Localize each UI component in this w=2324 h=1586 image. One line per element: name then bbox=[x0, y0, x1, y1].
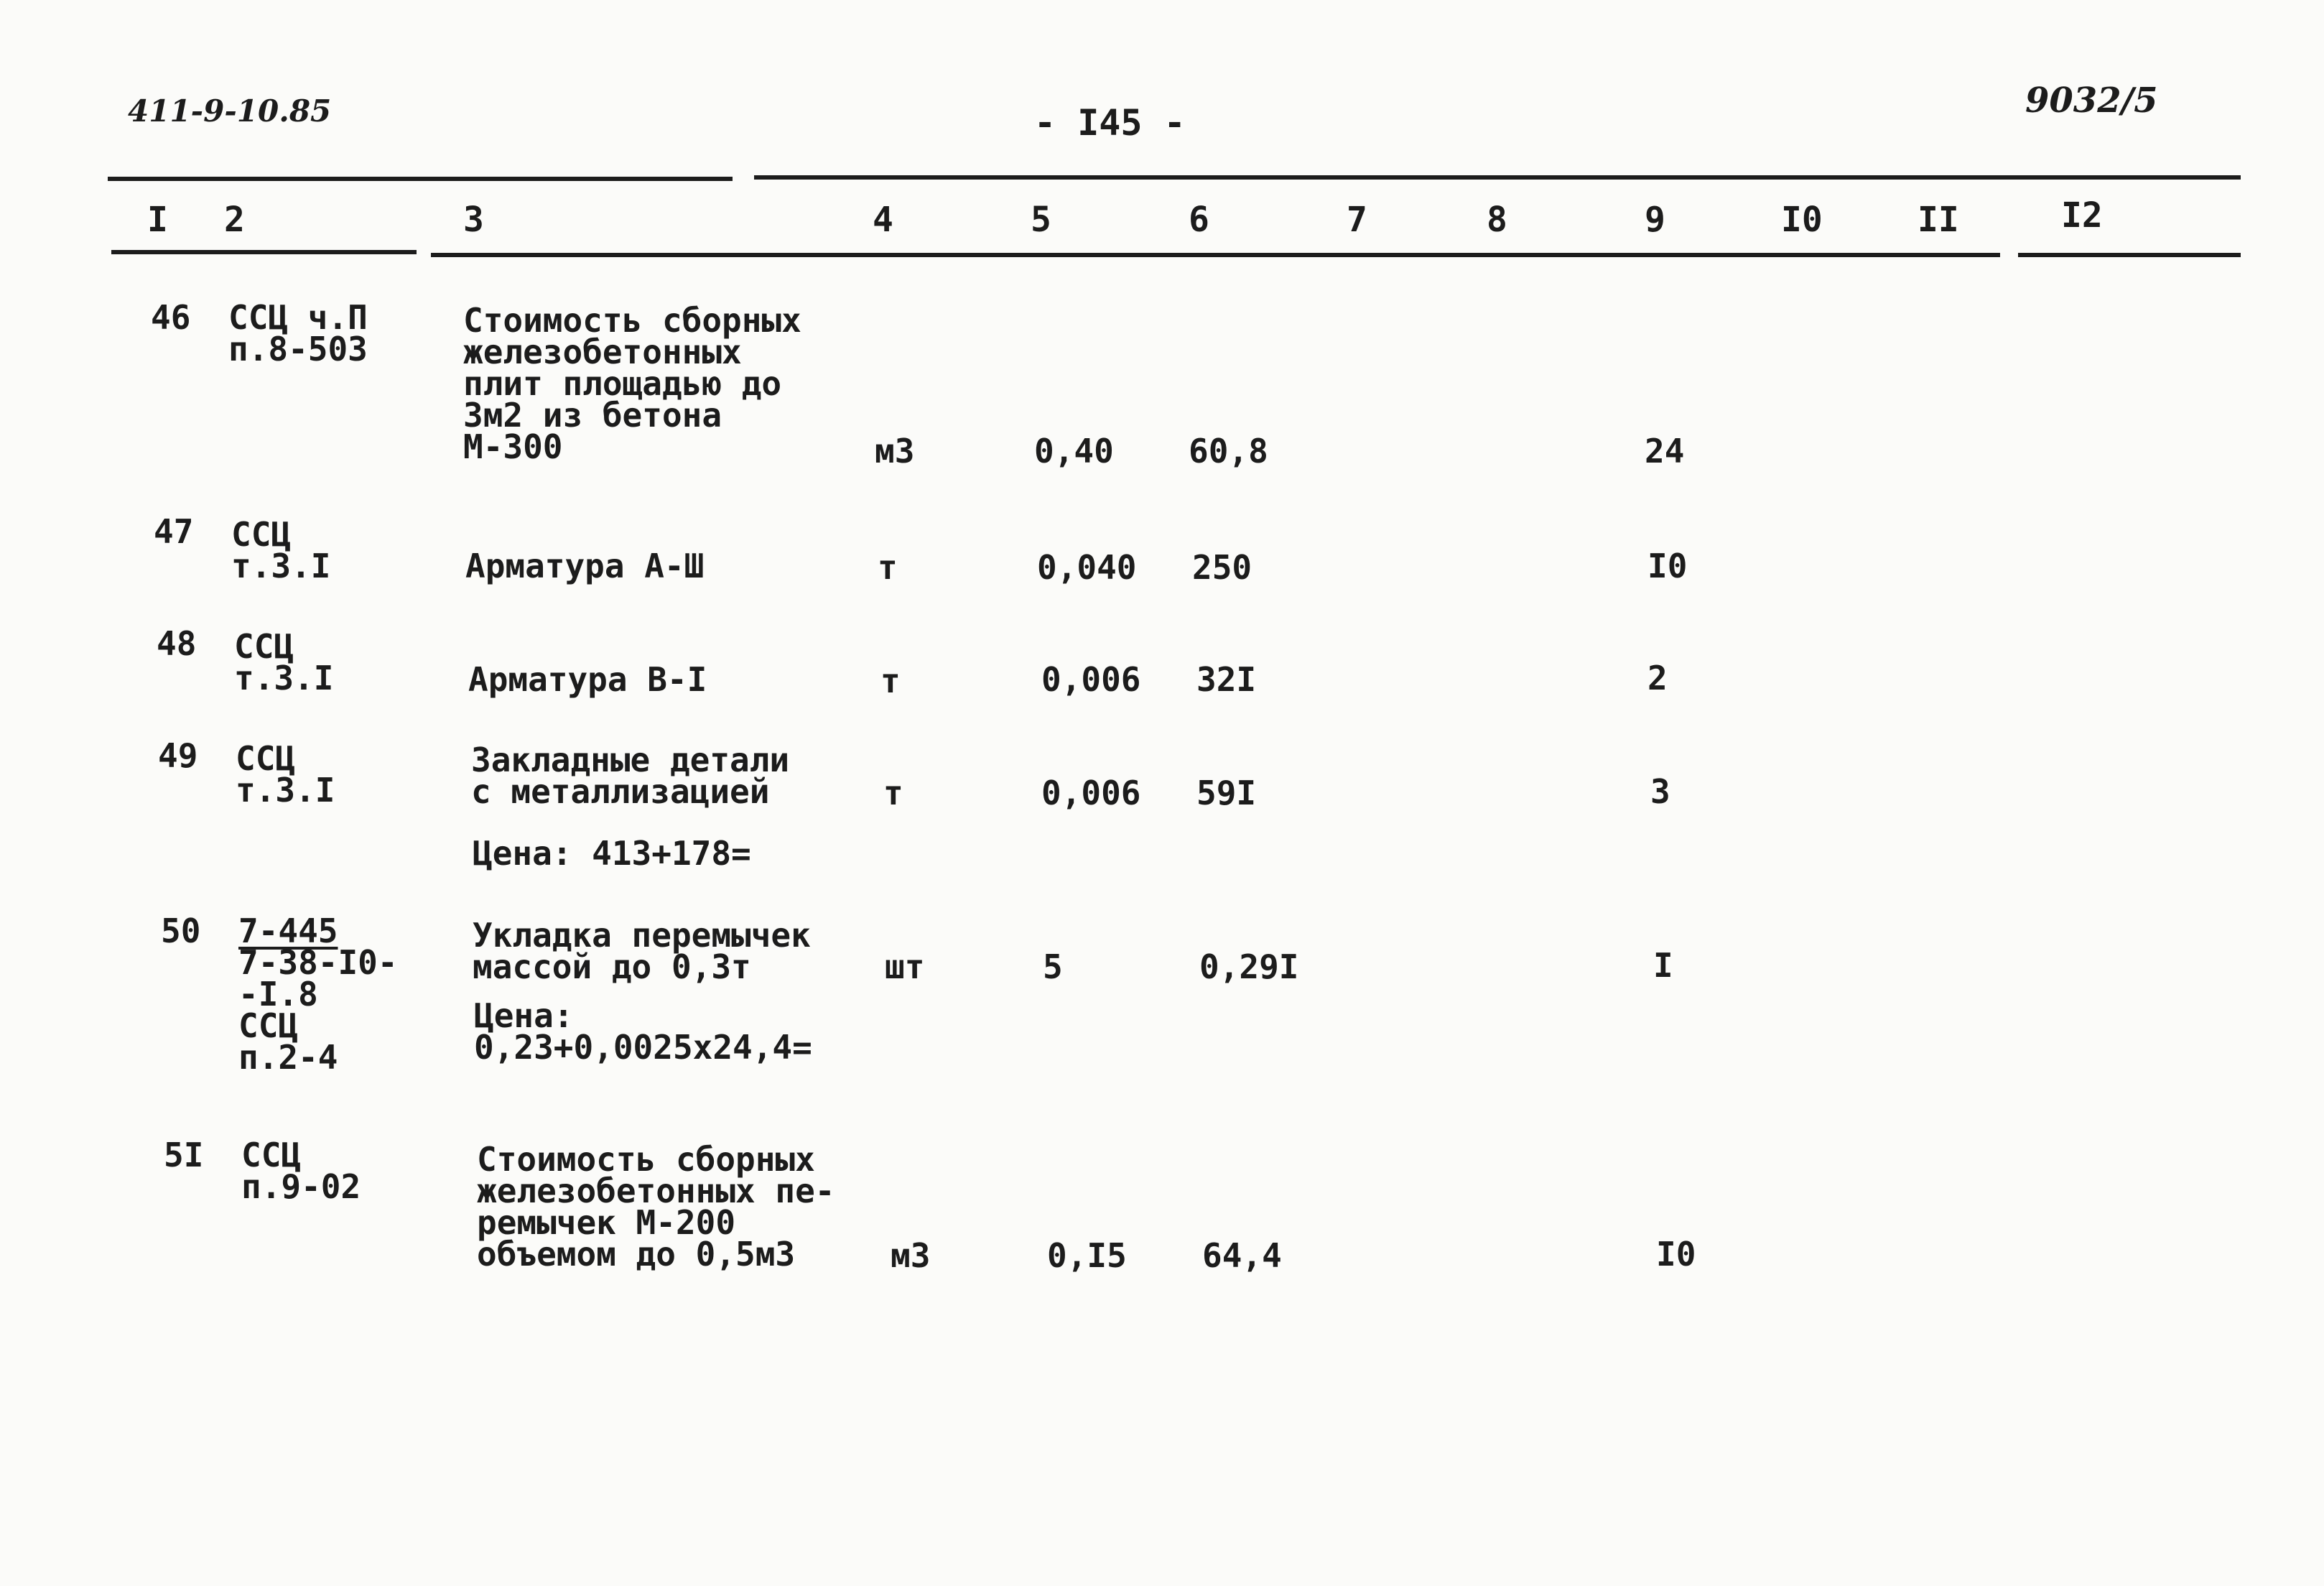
column-header: I bbox=[147, 200, 168, 240]
row-price: 64,4 bbox=[1202, 1236, 1282, 1275]
row-total: I0 bbox=[1647, 547, 1688, 585]
row-price-note: Цена: 0,23+0,0025х24,4= bbox=[474, 996, 812, 1067]
row-quantity: 0,40 bbox=[1034, 432, 1114, 470]
header-rule-seg bbox=[111, 250, 417, 254]
column-header: 6 bbox=[1189, 200, 1209, 240]
row-total: I0 bbox=[1656, 1235, 1696, 1274]
row-total: I bbox=[1653, 946, 1673, 985]
row-description: Арматура В-I bbox=[468, 660, 707, 699]
row-unit: м3 bbox=[891, 1236, 931, 1275]
row-total: 24 bbox=[1645, 432, 1685, 470]
row-reference: ССЦ т.3.I bbox=[236, 739, 335, 810]
row-number: 47 bbox=[154, 512, 194, 551]
row-quantity: 0,I5 bbox=[1047, 1236, 1127, 1275]
column-header: 4 bbox=[873, 200, 893, 240]
row-price-note: Цена: 413+178= bbox=[473, 834, 751, 873]
row-price: 32I bbox=[1196, 660, 1257, 699]
row-number: 48 bbox=[157, 624, 197, 663]
row-total: 2 bbox=[1647, 659, 1668, 697]
row-number: 49 bbox=[158, 736, 198, 775]
row-description: Стоимость сборных железобетонных плит площадью до 3м2 из бетона М-300 bbox=[463, 301, 801, 466]
row-description: Арматура А-Ш bbox=[465, 547, 705, 585]
row-unit: т bbox=[880, 662, 901, 700]
column-header: II bbox=[1918, 200, 1959, 240]
row-description: Стоимость сборных железобетонных пе- ремычек М-200 объемом до 0,5м3 bbox=[477, 1140, 835, 1274]
row-unit: т bbox=[878, 548, 898, 587]
column-header: 7 bbox=[1347, 200, 1367, 240]
row-number: 5I bbox=[164, 1136, 204, 1174]
row-reference: ССЦ ч.П п.8-503 bbox=[228, 298, 368, 368]
row-quantity: 0,006 bbox=[1041, 774, 1141, 812]
row-unit: т bbox=[883, 774, 903, 812]
row-quantity: 0,006 bbox=[1041, 660, 1141, 699]
page-number: - I45 - bbox=[1034, 102, 1186, 144]
row-unit: шт bbox=[885, 947, 925, 986]
table-top-rule-left bbox=[108, 177, 733, 181]
sheet-ref: 9032/5 bbox=[2025, 80, 2158, 121]
row-price: 60,8 bbox=[1189, 432, 1268, 470]
row-reference: 7-445 7-38-I0- -I.8 ССЦ п.2-4 bbox=[238, 912, 398, 1077]
row-reference: ССЦ п.9-02 bbox=[241, 1136, 361, 1206]
row-description: Укладка перемычек массой до 0,3т bbox=[473, 916, 811, 986]
doc-code: 411-9-10.85 bbox=[128, 93, 332, 129]
row-total: 3 bbox=[1650, 772, 1670, 811]
row-number: 50 bbox=[161, 912, 201, 950]
row-price: 250 bbox=[1192, 548, 1252, 587]
header-rule-seg bbox=[431, 253, 2000, 257]
column-header: 3 bbox=[463, 200, 484, 240]
row-number: 46 bbox=[151, 298, 191, 337]
column-header: I2 bbox=[2061, 195, 2103, 236]
row-price: 0,29I bbox=[1199, 947, 1299, 986]
column-header: 8 bbox=[1487, 200, 1507, 240]
row-price: 59I bbox=[1196, 774, 1257, 812]
header-rule-seg bbox=[2018, 253, 2241, 257]
row-unit: м3 bbox=[875, 432, 915, 470]
column-header: 2 bbox=[224, 200, 245, 240]
row-quantity: 5 bbox=[1043, 947, 1063, 986]
column-header: 9 bbox=[1645, 200, 1665, 240]
table-top-rule-right bbox=[754, 175, 2241, 180]
column-header: I0 bbox=[1781, 200, 1823, 240]
row-description: Закладные детали с металлизацией bbox=[471, 741, 790, 811]
column-header: 5 bbox=[1031, 200, 1051, 240]
row-reference: ССЦ т.3.I bbox=[231, 515, 331, 585]
row-quantity: 0,040 bbox=[1037, 548, 1137, 587]
row-reference: ССЦ т.3.I bbox=[234, 627, 334, 697]
